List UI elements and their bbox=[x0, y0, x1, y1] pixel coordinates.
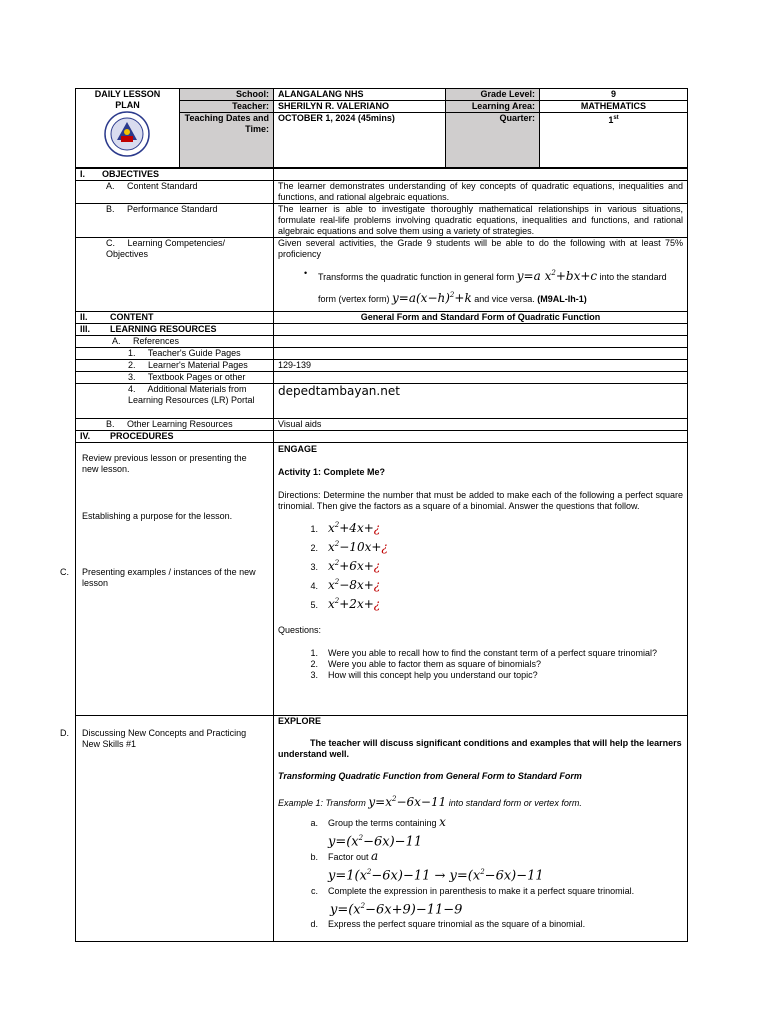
presenting-text: Presenting examples / instances of the new lesson bbox=[82, 567, 256, 588]
objectives-table bbox=[60, 168, 688, 942]
deped-seal-icon bbox=[103, 110, 151, 158]
activity-item: 5. $x^2+2x+¿$ bbox=[310, 597, 381, 611]
question-item: 3. How will this concept help you understand our topic? bbox=[310, 670, 538, 680]
purpose-text: Establishing a purpose for the lesson. bbox=[82, 511, 233, 521]
activity-title: Activity 1: Complete Me? bbox=[278, 467, 386, 477]
general-form-formula: y=a $x^2+bx+c$ bbox=[516, 269, 598, 283]
step-d: d. Express the perfect square trinomial as the square of a binomial. bbox=[310, 918, 586, 929]
competencies-intro: Given several activities, the Grade 9 students will be able to do the following with at least 75% proficiency bbox=[278, 238, 683, 259]
lesson-plan-page bbox=[60, 88, 687, 932]
engage-title: ENGAGE bbox=[278, 444, 318, 454]
quarter-value: 1st bbox=[540, 113, 688, 168]
header-table bbox=[75, 88, 688, 168]
activity-items bbox=[278, 520, 683, 615]
procedures-heading: IV. PROCEDURES bbox=[76, 431, 274, 443]
questions-list bbox=[278, 648, 683, 681]
d-letter: D. bbox=[60, 728, 69, 738]
additional-materials-link[interactable]: depedtambayan.net bbox=[278, 384, 400, 398]
grade-value: 9 bbox=[540, 89, 688, 101]
textbook-blank bbox=[274, 372, 688, 384]
objectives-heading: I. OBJECTIVES bbox=[76, 169, 274, 181]
area-label: Learning Area: bbox=[446, 101, 540, 113]
resources-blank bbox=[274, 324, 688, 336]
additional-materials-cell bbox=[274, 384, 688, 419]
example-1: Example 1: Transform $y=x^2-6x-11$ into standard form or vertex form. bbox=[278, 795, 582, 809]
teacher-label: Teacher: bbox=[180, 101, 274, 113]
activity-item: 4. $x^2-8x+¿$ bbox=[310, 578, 381, 592]
vertex-form-formula: $y=a(x-h)^2+k$ bbox=[392, 291, 472, 305]
step-a-formula: $y=(x^2-6x)-11$ bbox=[328, 834, 423, 850]
textbook-label: 3. Textbook Pages or other bbox=[76, 372, 274, 384]
other-resources-label: B. Other Learning Resources bbox=[76, 419, 274, 431]
content-heading: II. CONTENT bbox=[76, 312, 274, 324]
quarter-label: Quarter: bbox=[446, 113, 540, 168]
c-letter: C. bbox=[60, 567, 69, 577]
step-b: b. Factor out a bbox=[310, 849, 379, 864]
explore-right-cell bbox=[274, 716, 688, 942]
step-c-formula: $y=(x^2-6x+9)-11-9$ bbox=[330, 901, 463, 917]
review-text: Review previous lesson or presenting the new lesson. bbox=[82, 453, 247, 474]
steps bbox=[278, 817, 683, 930]
other-resources-value: Visual aids bbox=[274, 419, 688, 431]
content-standard-text: The learner demonstrates understanding of key concepts of quadratic equations, inequalities and functions, and rational algebraic equations. bbox=[274, 181, 688, 204]
content-standard-label: A. Content Standard bbox=[76, 181, 274, 204]
dlp-title: DAILY LESSON PLAN bbox=[94, 89, 161, 110]
questions-label: Questions: bbox=[278, 625, 322, 635]
explore-left-cell bbox=[60, 716, 274, 942]
lm-label: 2. Learner's Material Pages bbox=[76, 360, 274, 372]
school-label: School: bbox=[180, 89, 274, 101]
engage-right-cell bbox=[274, 443, 688, 716]
step-a: a. Group the terms containing x bbox=[310, 815, 446, 829]
content-value: General Form and Standard Form of Quadratic Function bbox=[274, 312, 688, 324]
question-item: 1. Were you able to recall how to find the constant term of a perfect square trinomial? bbox=[310, 648, 658, 658]
step-b-formula: $y=1(x^2-6x)-11 \to y=(x^2-6x)-11$ bbox=[328, 868, 544, 884]
lm-value: 129-139 bbox=[274, 360, 688, 372]
performance-standard-text: The learner is able to investigate thoroughly mathematical relationships in various situations, formulate real-life problems involving quadratic equations, inequalities and functions, and rational algebraic equations and solve them using a variety of strategies. bbox=[274, 204, 688, 238]
procedures-blank bbox=[274, 431, 688, 443]
references-label: A. References bbox=[76, 336, 274, 348]
discussing-text: Discussing New Concepts and Practicing New Skills #1 bbox=[82, 728, 247, 749]
tg-blank bbox=[274, 348, 688, 360]
competencies-label: C. Learning Competencies/ Objectives bbox=[76, 238, 274, 312]
competencies-bullet: • Transforms the quadratic function in general form y=a $x^2+bx+c$ into the standard form (vertex form) $y=a(x-h)^2+k$ and vice versa. (M9AL-Ih-1) bbox=[278, 264, 683, 308]
engage-left-cell bbox=[60, 443, 274, 716]
dates-value: OCTOBER 1, 2024 (45mins) bbox=[274, 113, 446, 168]
competencies-text bbox=[274, 238, 688, 312]
step-c: c. Complete the expression in parenthesis to make it a perfect square trinomial. bbox=[310, 885, 635, 896]
tg-label: 1. Teacher's Guide Pages bbox=[76, 348, 274, 360]
activity-item: 1. $x^2+4x+¿$ bbox=[310, 521, 381, 535]
school-value: ALANGALANG NHS bbox=[274, 89, 446, 101]
additional-materials-label: 4. Additional Materials from Learning Resources (LR) Portal bbox=[76, 384, 274, 419]
activity-item: 2. $x^2-10x+¿$ bbox=[310, 540, 388, 554]
objectives-heading-blank bbox=[274, 169, 688, 181]
bullet-icon: • bbox=[304, 268, 308, 278]
activity-item: 3. $x^2+6x+¿$ bbox=[310, 559, 381, 573]
resources-heading: III. LEARNING RESOURCES bbox=[76, 324, 274, 336]
references-blank bbox=[274, 336, 688, 348]
performance-standard-label: B. Performance Standard bbox=[76, 204, 274, 238]
teacher-note: The teacher will discuss significant conditions and examples that will help the learners understand well. bbox=[278, 738, 682, 759]
directions-text: Directions: Determine the number that must be added to make each of the following a perfect square trinomial. Then give the factors as a square of a binomial. Answer the questions that follow. bbox=[278, 490, 683, 511]
area-value: MATHEMATICS bbox=[540, 101, 688, 113]
explore-title: EXPLORE bbox=[278, 716, 322, 726]
question-item: 2. Were you able to factor them as square of binomials? bbox=[310, 659, 541, 669]
transform-title: Transforming Quadratic Function from General Form to Standard Form bbox=[278, 771, 582, 781]
teacher-value: SHERILYN R. VALERIANO bbox=[274, 101, 446, 113]
dates-label: Teaching Dates and Time: bbox=[180, 113, 274, 168]
grade-label: Grade Level: bbox=[446, 89, 540, 101]
